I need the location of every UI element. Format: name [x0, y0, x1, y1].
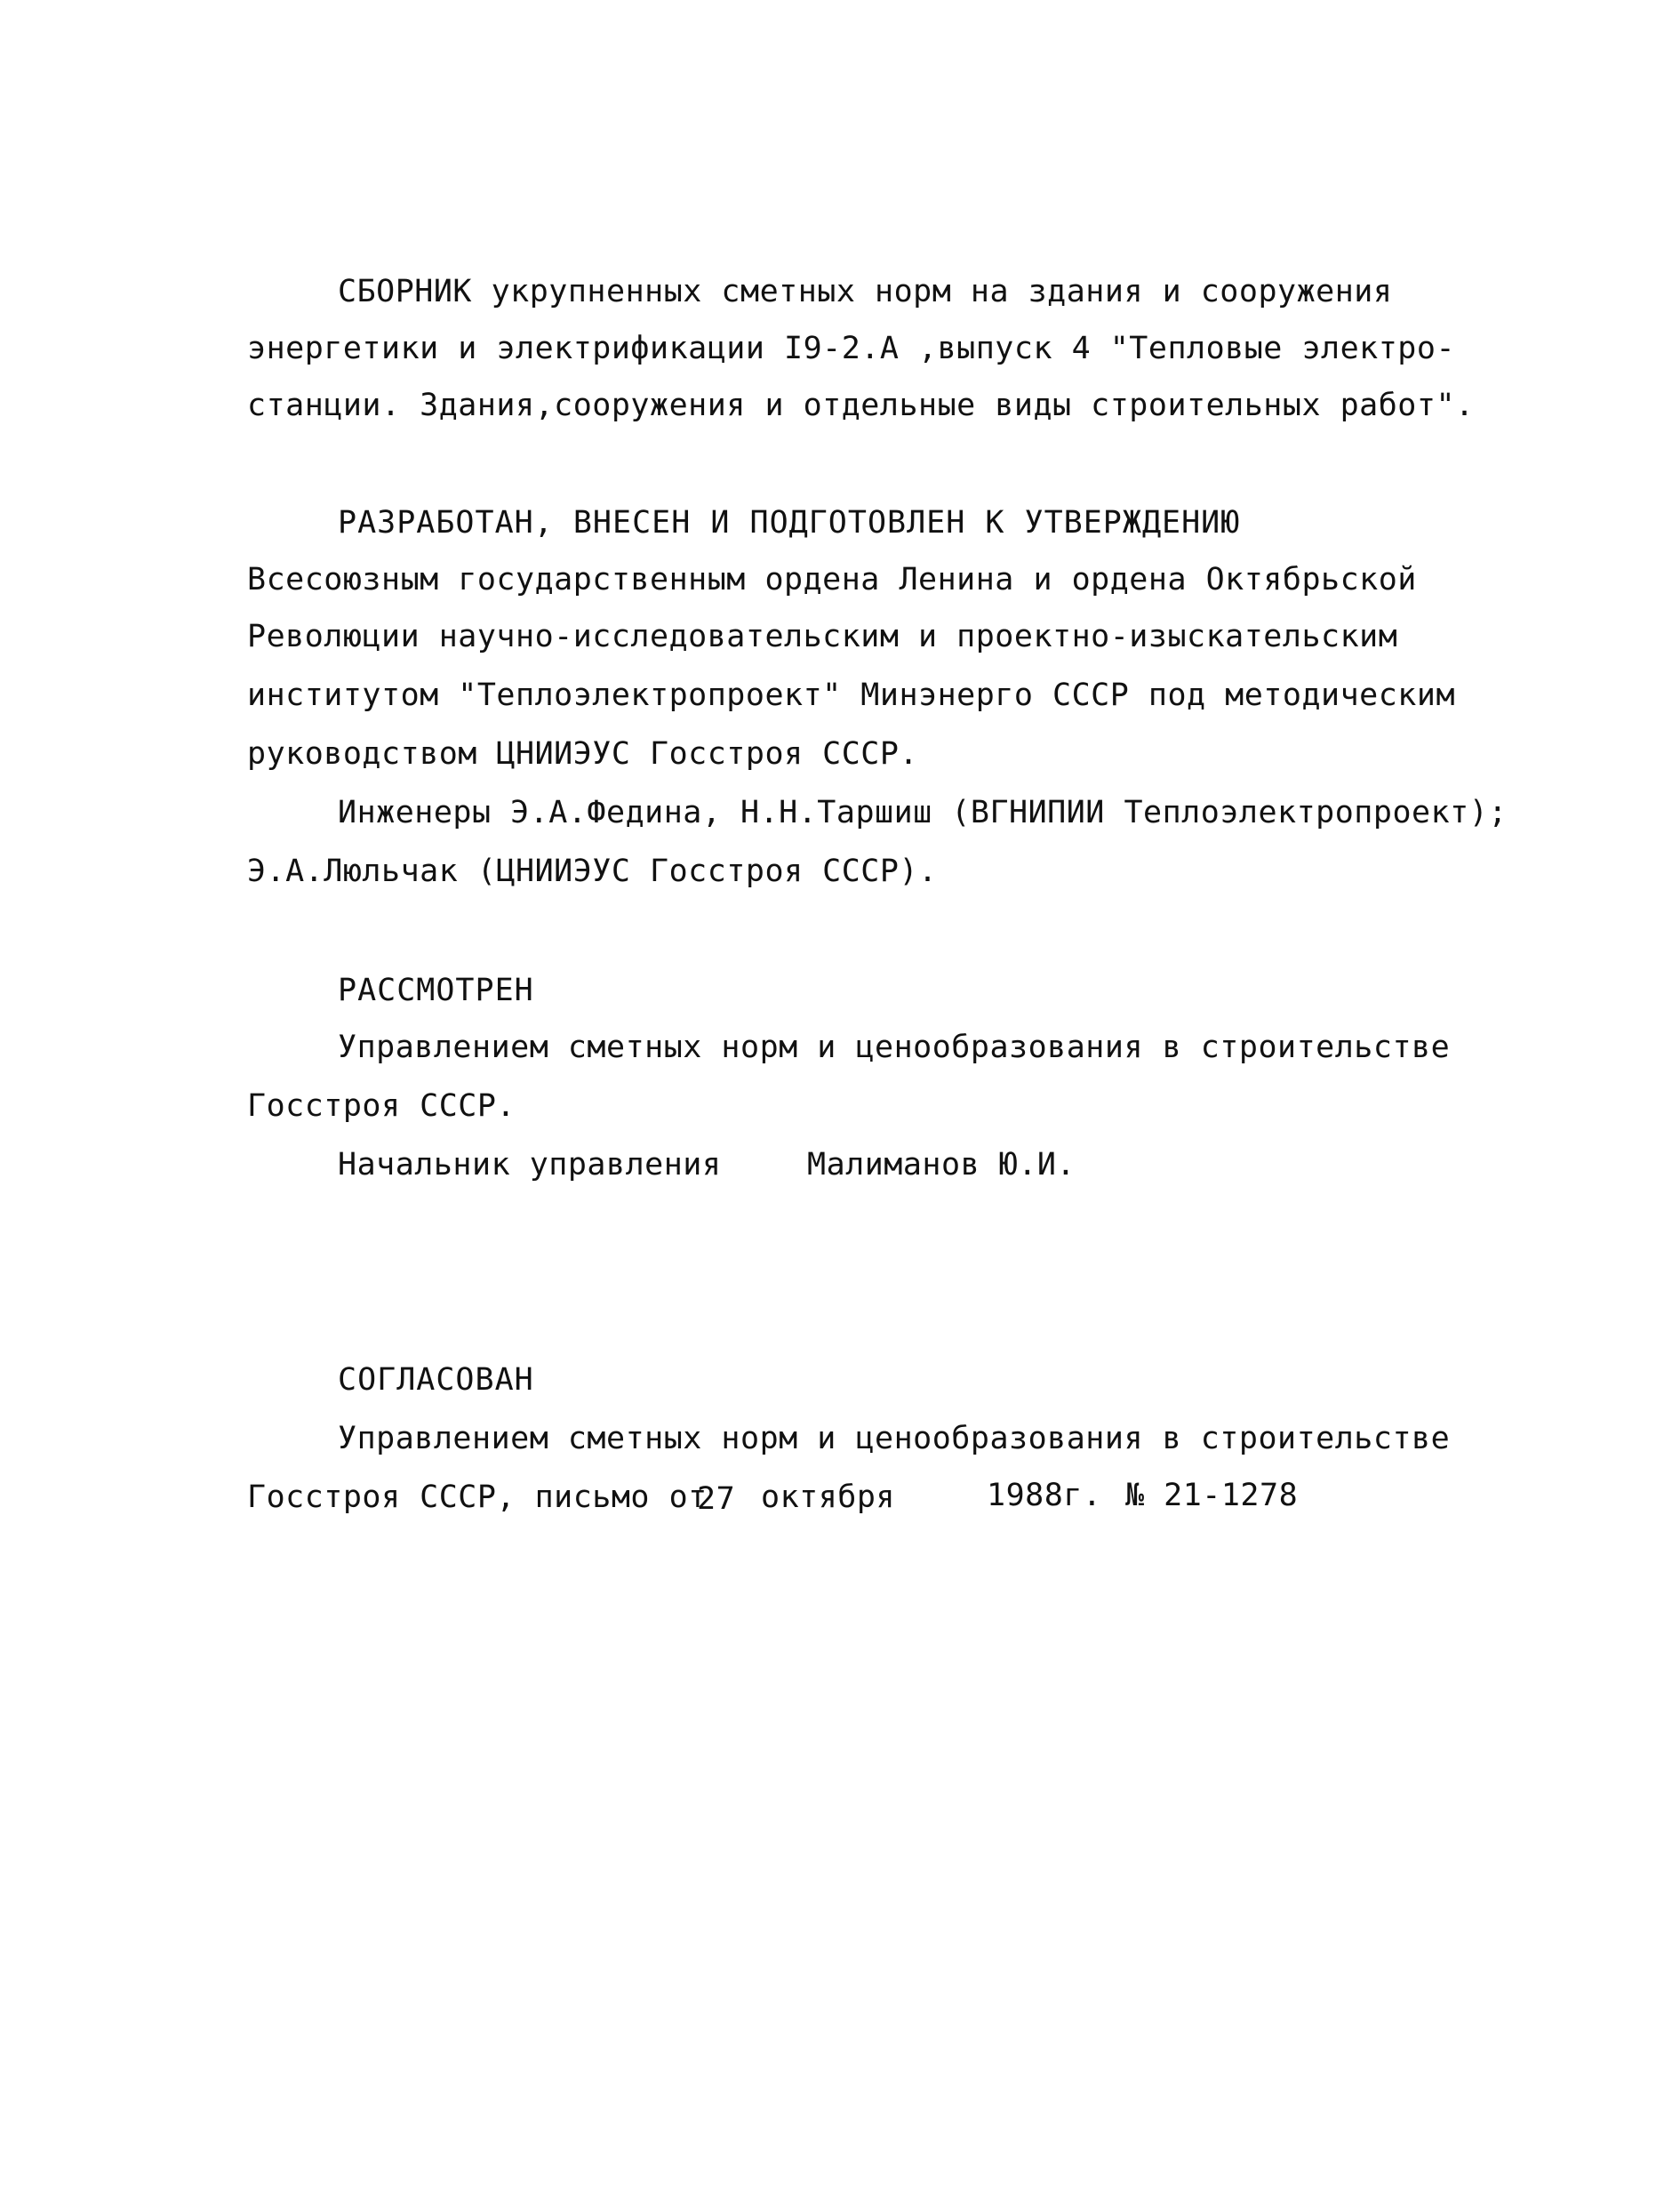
developed-line-3: институтом "Теплоэлектропроект" Минэнерго СССР под методическим	[247, 678, 1456, 713]
engineers-line-2: Э.А.Люльчак (ЦНИИЭУС Госстроя СССР).	[247, 854, 938, 889]
developed-line-4: руководством ЦНИИЭУС Госстроя СССР.	[247, 736, 919, 772]
chief-name: Малиманов Ю.И.	[807, 1147, 1076, 1183]
developed-heading: РАЗРАБОТАН, ВНЕСЕН И ПОДГОТОВЛЕН К УТВЕРЖДЕНИЮ	[338, 505, 1241, 541]
agreed-letter-day: 27	[697, 1481, 736, 1517]
agreed-heading: СОГЛАСОВАН	[338, 1362, 534, 1398]
agreed-line-1: Управлением сметных норм и ценообразования в строительстве	[338, 1421, 1451, 1456]
reviewed-line-2: Госстроя СССР.	[247, 1088, 516, 1124]
chief-label: Начальник управления	[338, 1147, 722, 1183]
agreed-letter-year: 1988г.	[987, 1478, 1102, 1513]
collection-title-line-3: станции. Здания,сооружения и отдельные виды строительных работ".	[247, 388, 1475, 423]
agreed-letter-number: № 21-1278	[1125, 1478, 1299, 1513]
agreed-letter-month: октября	[761, 1479, 896, 1515]
developed-line-2: Революции научно-исследовательским и проектно-изыскательским	[247, 619, 1398, 654]
reviewed-line-1: Управлением сметных норм и ценообразования в строительстве	[338, 1030, 1451, 1065]
engineers-line-1: Инженеры Э.А.Федина, Н.Н.Таршиш (ВГНИПИИ Теплоэлектропроект);	[338, 795, 1508, 830]
developed-line-1: Всесоюзным государственным ордена Ленина и ордена Октябрьской	[247, 562, 1417, 597]
collection-title-line-1: СБОРНИК укрупненных сметных норм на здания и сооружения	[338, 274, 1393, 309]
reviewed-heading: РАССМОТРЕН	[338, 973, 534, 1008]
agreed-letter-prefix: Госстроя СССР, письмо от	[247, 1479, 708, 1515]
collection-title-line-2: энергетики и электрификации I9-2.А ,выпуск 4 "Тепловые электро-	[247, 331, 1456, 366]
